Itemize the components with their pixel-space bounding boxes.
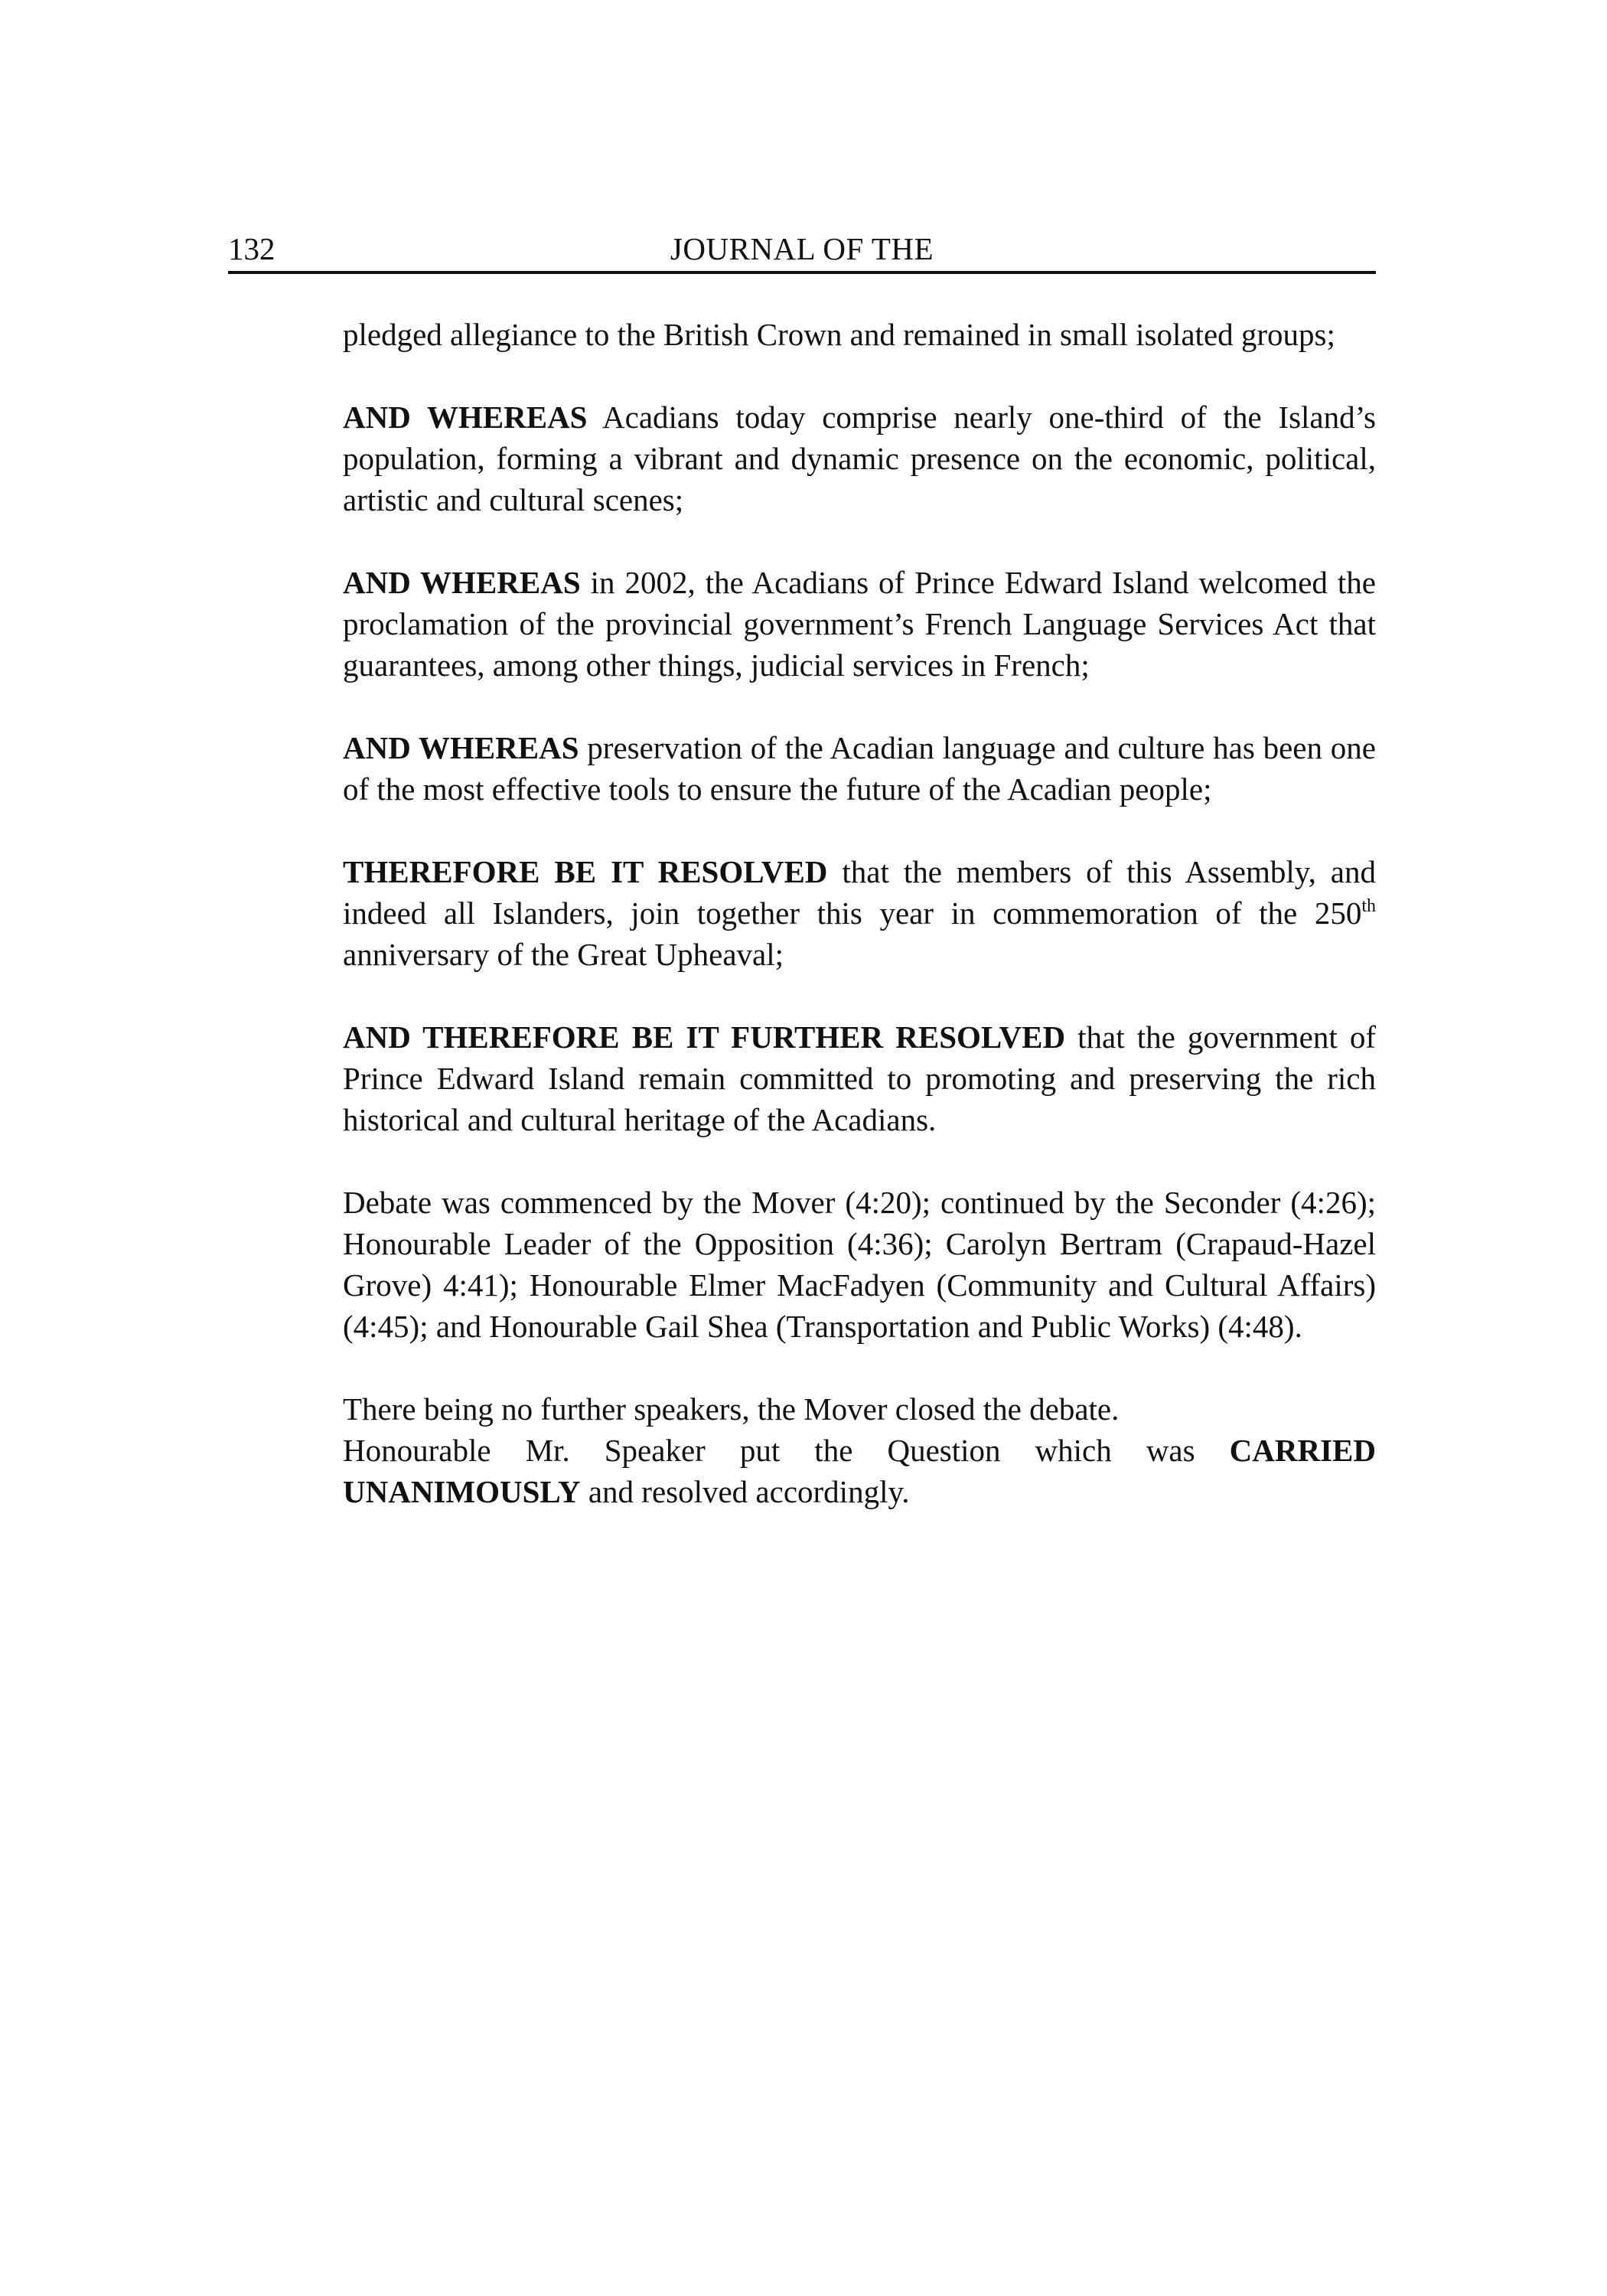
further-resolved-lead: AND THEREFORE BE IT FURTHER RESOLVED [343, 1019, 1066, 1055]
paragraph-question-carried [343, 1430, 1376, 1512]
paragraph-debate-record [343, 1182, 1376, 1347]
whereas-lead: AND WHEREAS [343, 565, 581, 600]
paragraph-text: Acadians today comprise nearly one-third of the Island’s population, forming a vibrant and dynamic presence on the economic, political, artistic and cultural scenes; [343, 400, 1376, 517]
paragraph-further-resolved [343, 1016, 1376, 1140]
paragraph-text: There being no further speakers, the Mover closed the debate. [343, 1391, 1120, 1427]
paragraph-text: pledged allegiance to the British Crown and remained in small isolated groups; [343, 317, 1335, 352]
paragraph-whereas-preservation [343, 727, 1376, 810]
paragraph-resolved [343, 851, 1376, 975]
page-number: 132 [228, 231, 275, 266]
journal-title: JOURNAL OF THE [670, 231, 934, 266]
running-header [228, 227, 1376, 274]
paragraph-whereas-language-act [343, 562, 1376, 686]
whereas-lead: AND WHEREAS [343, 400, 588, 435]
paragraph-text: preservation of the Acadian language and culture has been one of the most effective tools to ensure the future of the Acadian people; [343, 730, 1376, 807]
carried-unanimously-emphasis: CARRIED UNANIMOUSLY [343, 1433, 1376, 1509]
journal-body [343, 314, 1376, 1554]
resolved-lead: THEREFORE BE IT RESOLVED [343, 854, 828, 889]
paragraph-text: that the government of Prince Edward Island remain committed to promoting and preserving the rich historical and cultural heritage of the Acadians. [343, 1019, 1376, 1137]
paragraph-text: Honourable Mr. Speaker put the Question which was [343, 1433, 1230, 1468]
paragraph-text-continued: anniversary of the Great Upheaval; [343, 937, 784, 972]
paragraph-text: that the members of this Assembly, and indeed all Islanders, join together this year in commemoration of the 250 [343, 854, 1376, 931]
whereas-lead: AND WHEREAS [343, 730, 579, 765]
paragraph-whereas-population [343, 396, 1376, 520]
paragraph-text-continued: and resolved accordingly. [580, 1474, 910, 1509]
paragraph-text: Debate was commenced by the Mover (4:20); continued by the Seconder (4:26); Honourable Leader of the Opposition (4:36); Carolyn Bertram (Crapaud-Hazel Grove) 4:41); Honourable Elmer MacFadyen (Community and Cultural Affairs) (4:45); and Honourable Gail Shea (Transportation and Public Works) (4:48). [343, 1185, 1376, 1344]
paragraph-allegiance [343, 314, 1376, 355]
paragraph-text: in 2002, the Acadians of Prince Edward Island welcomed the proclamation of the provincial government’s French Language Services Act that guarantees, among other things, judicial services in French; [343, 565, 1376, 683]
ordinal-superscript: th [1361, 896, 1376, 916]
paragraph-debate-closed [343, 1388, 1376, 1430]
